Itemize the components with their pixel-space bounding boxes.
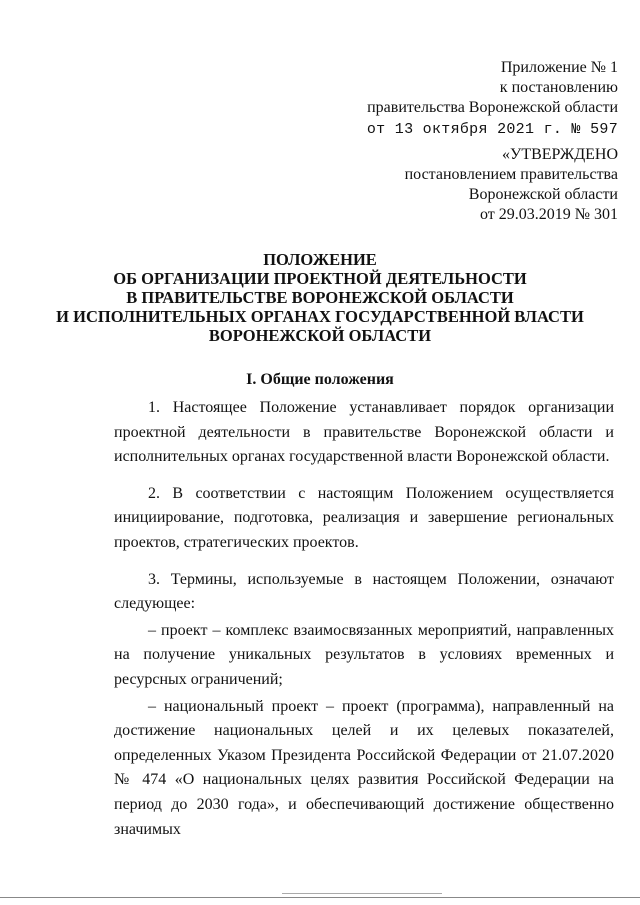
paragraph-5: – национальный проект – проект (программа), направленный на достижение национальных целей и их целевых показателей, определенных Указом Президента Российской Федерации от 21.07.2020 № 474 «О национальных целях развития Российской Федерации на период до 2030 года», и обеспечивающий достижение общественно значимых xyxy=(114,697,614,838)
appendix-block xyxy=(367,58,618,140)
section-heading: I. Общие положения xyxy=(246,371,394,388)
paragraph-1: 1. Настоящее Положение устанавливает порядок организации проектной деятельности в правительстве Воронежской области и исполнительных органах государственной власти Воронежской области. xyxy=(114,399,614,466)
title-line-1: ПОЛОЖЕНИЕ xyxy=(263,250,377,269)
paragraph-3: 3. Термины, используемые в настоящем Положении, означают следующее: xyxy=(114,570,614,613)
title-line-4: И ИСПОЛНИТЕЛЬНЫХ ОРГАНАХ ГОСУДАРСТВЕННОЙ ВЛАСТИ xyxy=(56,307,584,326)
appendix-number: Приложение № 1 xyxy=(500,59,618,76)
paragraph-2: 2. В соответствии с настоящим Положением осуществляется инициирование, подготовка, реализация и завершение региональных проектов, стратегических проектов. xyxy=(114,484,614,551)
appendix-government: правительства Воронежской области xyxy=(367,99,618,116)
paragraph-4: – проект – комплекс взаимосвязанных мероприятий, направленных на получение уникальных результатов в условиях временных и ресурсных ограничений; xyxy=(114,621,614,688)
title-line-3: В ПРАВИТЕЛЬСТВЕ ВОРОНЕЖСКОЙ ОБЛАСТИ xyxy=(126,288,514,307)
approved-region: Воронежской области xyxy=(468,186,618,203)
page-bottom-edge xyxy=(0,897,640,898)
approved-block xyxy=(405,145,618,225)
approved-label: «УТВЕРЖДЕНО xyxy=(501,146,618,163)
title-line-5: ВОРОНЕЖСКОЙ ОБЛАСТИ xyxy=(208,326,432,345)
appendix-to-resolution: к постановлению xyxy=(499,79,618,96)
footer-rule xyxy=(282,893,442,894)
document-title xyxy=(0,250,640,345)
appendix-date-stamp: от 13 октября 2021 г. № 597 xyxy=(366,121,618,138)
title-line-2: ОБ ОРГАНИЗАЦИИ ПРОЕКТНОЙ ДЕЯТЕЛЬНОСТИ xyxy=(113,269,527,288)
approved-date: от 29.03.2019 № 301 xyxy=(479,206,618,223)
approved-by: постановлением правительства xyxy=(404,166,618,183)
document-body xyxy=(114,396,614,842)
